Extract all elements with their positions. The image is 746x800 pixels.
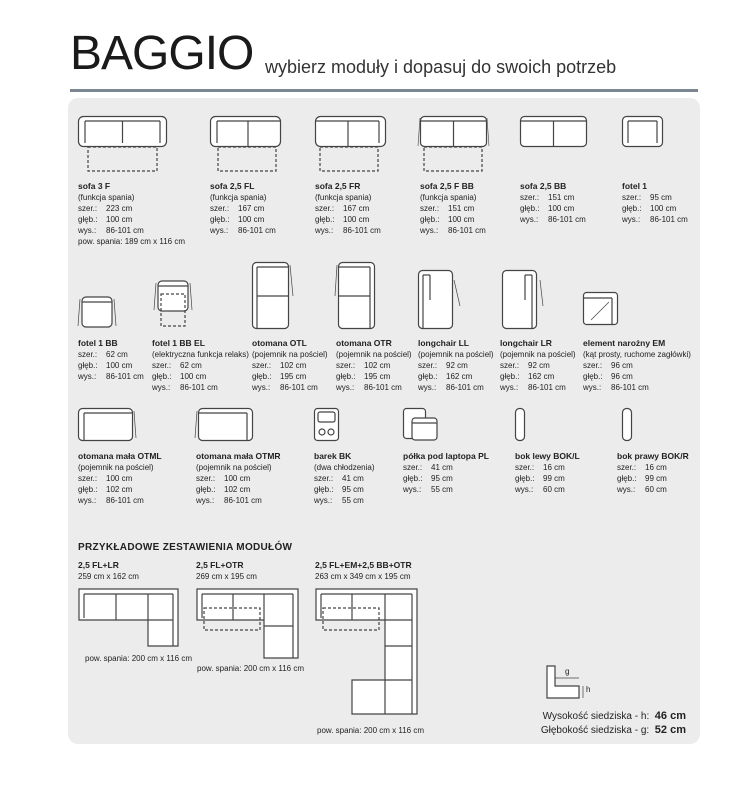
- page-subtitle: wybierz moduły i dopasuj do swoich potrzeb: [265, 57, 617, 77]
- examples-heading: PRZYKŁADOWE ZESTAWIENIA MODUŁÓW: [78, 542, 293, 553]
- seat-height-label: Wysokość siedziska - h:: [542, 711, 650, 722]
- seat-height-value: 46 cm: [654, 710, 686, 722]
- module-spec: otomana OTL (pojemnik na pościel) szer.: 102 cm głęb.: 195 cm wys.: 86-101 cm: [252, 338, 328, 392]
- example-1-diagram: [78, 588, 182, 650]
- example-name: 2,5 FL+OTR: [196, 560, 244, 570]
- sofa-25bb-diagram: [520, 116, 588, 150]
- module-spec: longchair LL (pojemnik na pościel) szer.: 92 cm głęb.: 162 cm wys.: 86-101 cm: [418, 338, 494, 392]
- module-spec: półka pod laptopa PL szer.: 41 cm głęb.: 95 cm wys.: 55 cm: [403, 451, 489, 494]
- ottoman-otl-diagram: [252, 262, 294, 332]
- module-spec: otomana mała OTMR (pojemnik na pościel) szer.: 100 cm głęb.: 102 cm wys.: 86-101 cm: [196, 451, 281, 505]
- module-spec: bok prawy BOK/R szer.: 16 cm głęb.: 99 cm wys.: 60 cm: [617, 451, 689, 494]
- example-name: 2,5 FL+EM+2,5 BB+OTR: [315, 560, 412, 570]
- longchair-ll-diagram: [418, 270, 462, 332]
- example-sleep-area: pow. spania: 200 cm x 116 cm: [85, 654, 193, 663]
- small-ottoman-otml-diagram: [78, 408, 136, 444]
- sofa-25fr-diagram: [315, 116, 387, 174]
- ottoman-otr-diagram: [336, 262, 378, 332]
- seat-depth-value: 52 cm: [654, 724, 686, 736]
- module-spec: sofa 2,5 FL (funkcja spania) szer.: 167 cm głęb.: 100 cm wys.: 86-101 cm: [210, 181, 276, 235]
- corner-em-diagram: [583, 292, 621, 328]
- module-spec: longchair LR (pojemnik na pościel) szer.: 92 cm głęb.: 162 cm wys.: 86-101 cm: [500, 338, 576, 392]
- armchair-1bb-diagram: [78, 296, 118, 330]
- module-spec: fotel 1 BB EL (elektryczna funkcja relaks) szer.: 62 cm głęb.: 100 cm wys.: 86-101 cm: [152, 338, 249, 392]
- header-divider: [70, 89, 698, 92]
- example-dims: 259 cm x 162 cm: [78, 572, 139, 581]
- module-spec: otomana OTR (pojemnik na pościel) szer.: 102 cm głęb.: 195 cm wys.: 86-101 cm: [336, 338, 412, 392]
- module-spec: fotel 1 szer.: 95 cm głęb.: 100 cm wys.: 86-101 cm: [622, 181, 688, 224]
- example-dims: 269 cm x 195 cm: [196, 572, 257, 581]
- module-spec: sofa 2,5 FR (funkcja spania) szer.: 167 cm głęb.: 100 cm wys.: 86-101 cm: [315, 181, 381, 235]
- laptop-shelf-pl-diagram: [403, 408, 439, 444]
- module-spec: element narożny EM (kąt prosty, ruchome zagłówki) szer.: 96 cm głęb.: 96 cm wys.: 86-101 cm: [583, 338, 691, 392]
- sofa-25fl-diagram: [210, 116, 282, 174]
- legend-h-label: h: [586, 685, 591, 694]
- module-spec: fotel 1 BB szer.: 62 cm głęb.: 100 cm wys.: 86-101 cm: [78, 338, 144, 381]
- module-spec: sofa 3 F (funkcja spania) szer.: 223 cm głęb.: 100 cm wys.: 86-101 cm pow. spania: 189 cm x 116 cm: [78, 181, 186, 246]
- example-sleep-area: pow. spania: 200 cm x 116 cm: [317, 726, 425, 735]
- module-spec: bok lewy BOK/L szer.: 16 cm głęb.: 99 cm wys.: 60 cm: [515, 451, 580, 494]
- armchair-1-diagram: [622, 116, 664, 150]
- brand-title: BAGGIO: [70, 27, 254, 80]
- module-spec: barek BK (dwa chłodzenia) szer.: 41 cm głęb.: 95 cm wys.: 55 cm: [314, 451, 375, 505]
- side-bok-r-diagram: [622, 408, 634, 444]
- example-2-diagram: [196, 588, 302, 660]
- seat-depth-legend: [516, 724, 686, 736]
- module-spec: sofa 2,5 BB szer.: 151 cm głęb.: 100 cm wys.: 86-101 cm: [520, 181, 586, 224]
- seat-depth-label: Głębokość siedziska - g:: [540, 725, 650, 736]
- longchair-lr-diagram: [500, 270, 544, 332]
- small-ottoman-otmr-diagram: [196, 408, 254, 444]
- side-bok-l-diagram: [515, 408, 527, 444]
- module-spec: otomana mała OTML (pojemnik na pościel) szer.: 100 cm głęb.: 102 cm wys.: 86-101 cm: [78, 451, 162, 505]
- sofa-3f-diagram: [78, 116, 168, 174]
- module-spec: sofa 2,5 F BB (funkcja spania) szer.: 151 cm głęb.: 100 cm wys.: 86-101 cm: [420, 181, 486, 235]
- armchair-1bbel-diagram: [152, 280, 194, 330]
- sofa-25fbb-diagram: [420, 116, 488, 174]
- example-sleep-area: pow. spania: 200 cm x 116 cm: [197, 664, 305, 673]
- example-3-diagram: [315, 588, 421, 718]
- example-name: 2,5 FL+LR: [78, 560, 119, 570]
- seat-height-legend: [516, 710, 686, 722]
- bar-bk-diagram: [314, 408, 340, 444]
- legend-g-label: g: [565, 667, 570, 676]
- example-dims: 263 cm x 349 cm x 195 cm: [315, 572, 411, 581]
